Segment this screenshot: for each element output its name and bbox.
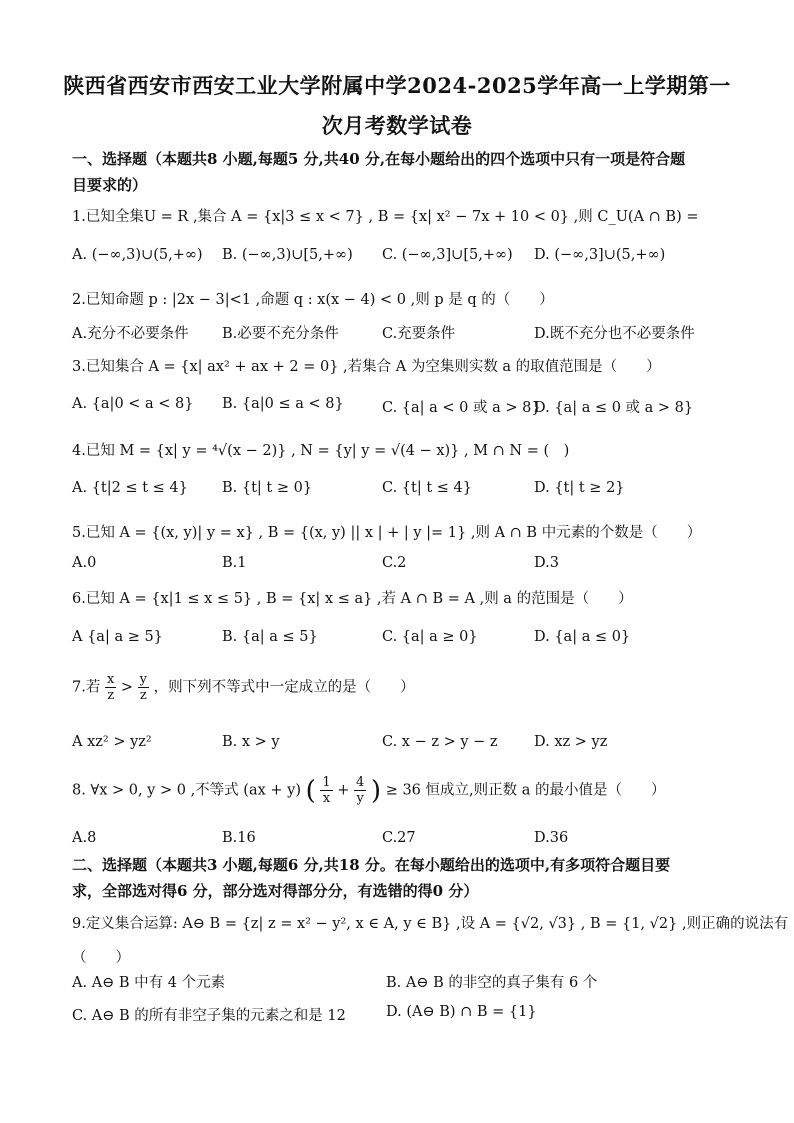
fraction-numerator: 1 — [322, 775, 331, 790]
right-paren: ) — [370, 775, 382, 806]
plus-sign: + — [337, 782, 350, 799]
fraction-denominator: x — [322, 791, 331, 806]
question-9-stem-continued: （ ） — [72, 950, 130, 966]
question-7-suffix: ，则下列不等式中一定成立的是（ ） — [153, 679, 415, 696]
fraction-numerator: y — [139, 672, 148, 687]
question-9-stem: 9.定义集合运算: A⊖ B = {z| z = x² − y², x ∈ A, y ∈ B} ,设 A = {√2, √3} , B = {1, √2} ,则正确的说法有 — [72, 916, 789, 932]
question-3-option-a: A. {a|0 < a < 8} — [72, 396, 194, 412]
question-4-stem: 4.已知 M = {x| y = ⁴√(x − 2)} , N = {y| y = √(4 − x)} , M ∩ N = ( ) — [72, 443, 570, 459]
section-1-line2: 目要求的） — [72, 176, 148, 194]
section-1-heading — [72, 146, 732, 198]
left-paren: ( — [305, 775, 316, 806]
question-8-stem — [72, 775, 732, 806]
question-7-prefix: 7.若 — [72, 679, 101, 696]
question-1-option-d: D. (−∞,3]∪(5,+∞) — [534, 247, 666, 263]
question-5-option-a: A.0 — [72, 555, 97, 571]
question-9-option-d: D. (A⊖ B) ∩ B = {1} — [386, 1004, 537, 1020]
question-4-option-a: A. {t|2 ≤ t ≤ 4} — [72, 480, 188, 496]
fraction-numerator: x — [106, 672, 115, 687]
question-4-option-c: C. {t| t ≤ 4} — [382, 480, 472, 496]
question-2-option-d: D.既不充分也不必要条件 — [534, 326, 695, 342]
section-2-heading — [72, 852, 732, 904]
question-3-option-d: D. {a| a ≤ 0 或 a > 8} — [534, 400, 694, 416]
fraction-denominator: z — [139, 688, 147, 703]
question-5-option-b: B.1 — [222, 555, 247, 571]
question-7-option-a: A xz² > yz² — [72, 734, 152, 750]
question-6-option-b: B. {a| a ≤ 5} — [222, 629, 318, 645]
question-2-option-a: A.充分不必要条件 — [72, 326, 189, 342]
question-9-option-b: B. A⊖ B 的非空的真子集有 6 个 — [386, 975, 598, 991]
question-2-option-b: B.必要不充分条件 — [222, 326, 339, 342]
question-2-option-c: C.充要条件 — [382, 326, 456, 342]
question-8-prefix: 8. ∀x > 0, y > 0 ,不等式 (ax + y) — [72, 782, 301, 799]
question-9-option-c: C. A⊖ B 的所有非空子集的元素之和是 12 — [72, 1008, 346, 1024]
question-4-option-d: D. {t| t ≥ 2} — [534, 480, 625, 496]
question-5-option-d: D.3 — [534, 555, 559, 571]
question-7-option-d: D. xz > yz — [534, 734, 608, 750]
question-8-fraction-1 — [320, 775, 332, 806]
question-8-option-c: C.27 — [382, 830, 416, 846]
question-7-stem — [72, 672, 732, 703]
question-3-option-b: B. {a|0 ≤ a < 8} — [222, 396, 344, 412]
question-8-option-d: D.36 — [534, 830, 569, 846]
question-8-fraction-2 — [354, 775, 366, 806]
exam-title-line1: 陕西省西安市西安工业大学附属中学2024-2025学年高一上学期第一 — [63, 73, 731, 98]
question-8-option-b: B.16 — [222, 830, 256, 846]
question-7-option-b: B. x > y — [222, 734, 280, 750]
question-6-option-c: C. {a| a ≥ 0} — [382, 629, 478, 645]
exam-title-line2: 次月考数学试卷 — [321, 113, 473, 138]
question-7-fraction-1 — [105, 672, 116, 703]
fraction-denominator: z — [107, 688, 115, 703]
question-7-fraction-2 — [138, 672, 149, 703]
question-3-stem: 3.已知集合 A = {x| ax² + ax + 2 = 0} ,若集合 A 为空集则实数 a 的取值范围是（ ） — [72, 359, 661, 375]
question-1-option-c: C. (−∞,3]∪[5,+∞) — [382, 247, 513, 263]
question-2-stem: 2.已知命题 p : |2x − 3|<1 ,命题 q : x(x − 4) < 0 ,则 p 是 q 的（ ） — [72, 292, 554, 308]
question-9-option-a: A. A⊖ B 中有 4 个元素 — [72, 975, 226, 991]
fraction-numerator: 4 — [356, 775, 365, 790]
question-5-stem: 5.已知 A = {(x, y)| y = x} , B = {(x, y) || x | + | y |= 1} ,则 A ∩ B 中元素的个数是（ ） — [72, 525, 702, 541]
question-6-option-d: D. {a| a ≤ 0} — [534, 629, 631, 645]
greater-than-sign: > — [120, 679, 134, 696]
question-8-option-a: A.8 — [72, 830, 97, 846]
section-2-line2: 求，全部选对得6 分，部分选对得部分分，有选错的得0 分） — [72, 882, 479, 900]
question-4-option-b: B. {t| t ≥ 0} — [222, 480, 313, 496]
question-1-option-a: A. (−∞,3)∪(5,+∞) — [72, 247, 203, 263]
fraction-denominator: y — [356, 791, 364, 806]
section-1-line1: 一、选择题（本题共8 小题,每题5 分,共40 分,在每小题给出的四个选项中只有一项是符合题 — [72, 150, 686, 168]
question-6-option-a: A {a| a ≥ 5} — [72, 629, 163, 645]
question-3-option-c: C. {a| a < 0 或 a > 8} — [382, 400, 541, 416]
question-5-option-c: C.2 — [382, 555, 407, 571]
question-1-stem: 1.已知全集U = R ,集合 A = {x|3 ≤ x < 7} , B = {x| x² − 7x + 10 < 0} ,则 C_U(A ∩ B) = — [72, 209, 699, 225]
section-2-line1: 二、选择题（本题共3 小题,每题6 分,共18 分。在每小题给出的选项中,有多项符合题目要 — [72, 856, 671, 874]
question-8-suffix: ≥ 36 恒成立,则正数 a 的最小值是（ ） — [385, 782, 666, 799]
question-6-stem: 6.已知 A = {x|1 ≤ x ≤ 5} , B = {x| x ≤ a} ,若 A ∩ B = A ,则 a 的范围是（ ） — [72, 591, 633, 607]
question-7-option-c: C. x − z > y − z — [382, 734, 498, 750]
question-1-option-b: B. (−∞,3)∪[5,+∞) — [222, 247, 353, 263]
